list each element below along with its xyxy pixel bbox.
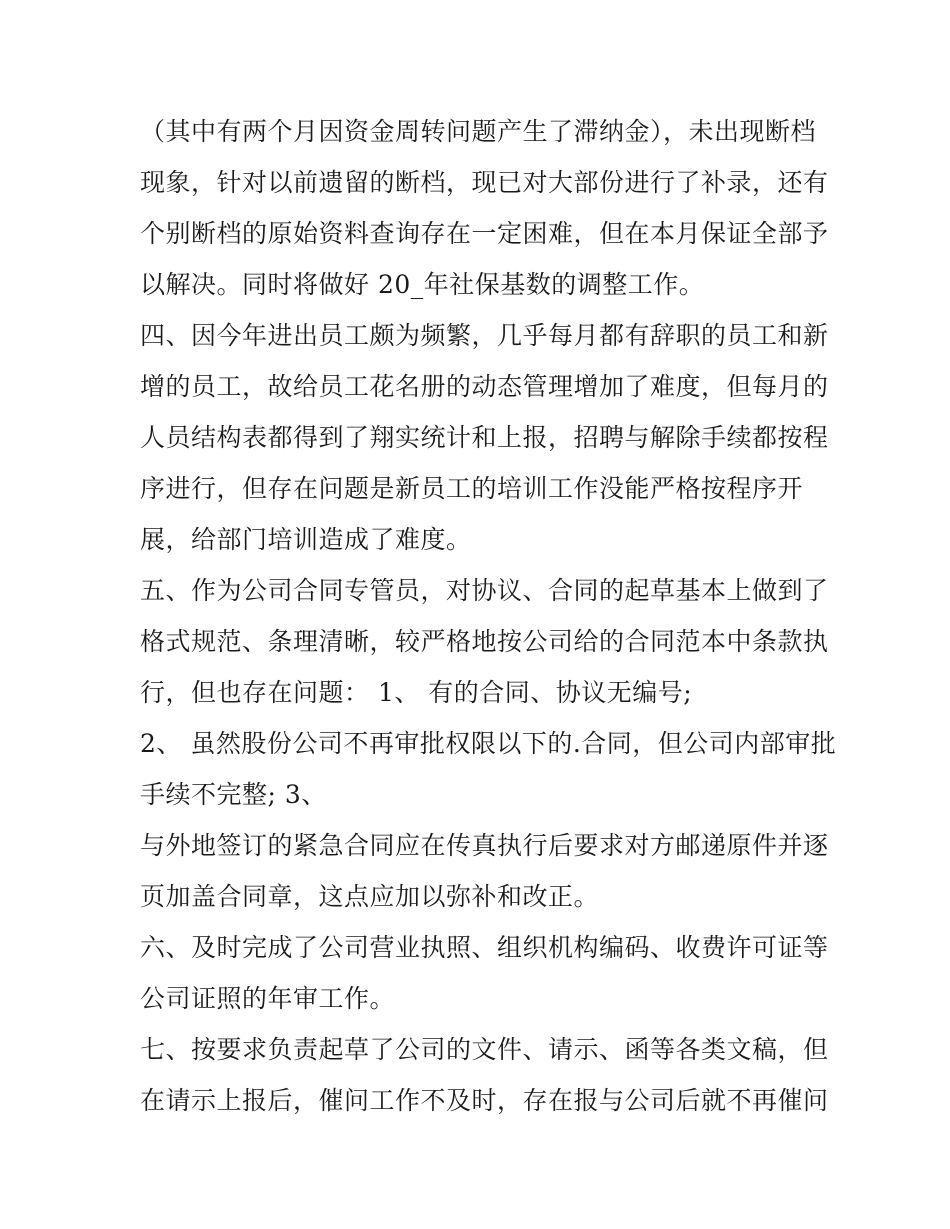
text-line: 人员结构表都得到了翔实统计和上报，招聘与解除手续都按程 xyxy=(140,423,829,452)
document-body xyxy=(140,106,837,1126)
text-line: 行，但也存在问题： 1、 有的合同、协议无编号; xyxy=(140,678,693,707)
text-line: 六、及时完成了公司营业执照、组织机构编码、收费许可证等 xyxy=(140,933,829,962)
text-line: （其中有两个月因资金周转问题产生了滞纳金），未出现断档 xyxy=(140,117,817,146)
text-line: 公司证照的年审工作。 xyxy=(140,984,396,1013)
text-line: 格式规范、条理清晰，较严格地按公司给的合同范本中条款执 xyxy=(140,627,829,656)
text-line: 现象，针对以前遗留的断档，现已对大部份进行了补录，还有 xyxy=(140,168,829,197)
text-line: 在请示上报后，催问工作不及时，存在报与公司后就不再催问 xyxy=(140,1086,829,1115)
text-line: 四、因今年进出员工颇为频繁，几乎每月都有辞职的员工和新 xyxy=(140,321,829,350)
text-line: 个别断档的原始资料查询存在一定困难，但在本月保证全部予 xyxy=(140,219,829,248)
text-line: 手续不完整; 3、 xyxy=(140,780,327,809)
text-line: 序进行，但存在问题是新员工的培训工作没能严格按程序开 xyxy=(140,474,804,503)
text-line: 七、按要求负责起草了公司的文件、请示、函等各类文稿，但 xyxy=(140,1035,829,1064)
text-line: 与外地签订的紧急合同应在传真执行后要求对方邮递原件并逐 xyxy=(140,831,829,860)
text-line: 增的员工，故给员工花名册的动态管理增加了难度，但每月的 xyxy=(140,372,829,401)
text-line: 2、 虽然股份公司不再审批权限以下的.合同，但公司内部审批 xyxy=(140,729,837,758)
text-line: 以解决。同时将做好 20_年社保基数的调整工作。 xyxy=(140,270,705,299)
text-line: 五、作为公司合同专管员，对协议、合同的起草基本上做到了 xyxy=(140,576,829,605)
text-line: 页加盖合同章，这点应加以弥补和改正。 xyxy=(140,882,600,911)
text-line: 展，给部门培训造成了难度。 xyxy=(140,525,472,554)
